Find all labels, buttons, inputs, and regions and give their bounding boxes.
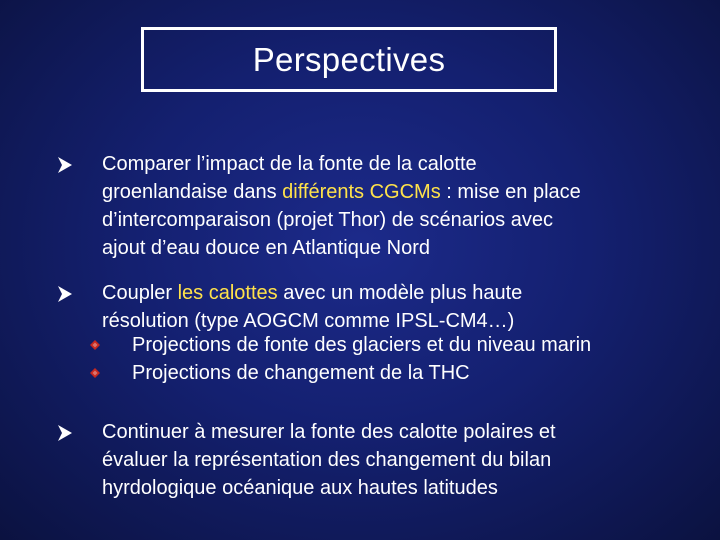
title-box bbox=[141, 27, 557, 92]
highlighted-text: différents CGCMs bbox=[282, 181, 441, 203]
sub-bullet-item bbox=[90, 331, 700, 359]
bullet-text-part: Comparer l’impact de la fonte de la calotte groenlandaise dans bbox=[102, 153, 477, 203]
bullet-text-part: Continuer à mesurer la fonte des calotte polaires et évaluer la représentation des changement du bilan hyrdologique océanique aux hautes latitudes bbox=[102, 421, 556, 499]
bullet-text-part: Coupler bbox=[102, 282, 178, 304]
diamond-icon bbox=[90, 340, 100, 350]
arrowhead-icon bbox=[56, 156, 74, 174]
sub-bullet-item bbox=[90, 359, 700, 387]
bullet-text bbox=[102, 418, 702, 502]
highlighted-text: les calottes bbox=[177, 282, 278, 304]
bullet-text-part: avec un modèle plus haute résolution (type AOGCM comme IPSL-CM4…) bbox=[102, 282, 523, 332]
bullet-text-part: : mise en place d’intercomparaison (projet Thor) de scénarios avec ajout d’eau douce en Atlantique Nord bbox=[102, 181, 581, 259]
sub-bullet-text: Projections de changement de la THC bbox=[132, 362, 470, 384]
diamond-icon bbox=[90, 368, 100, 378]
bullet-text bbox=[102, 150, 702, 262]
slide-title: Perspectives bbox=[252, 40, 446, 78]
arrowhead-icon bbox=[56, 424, 74, 442]
arrowhead-icon bbox=[56, 285, 74, 303]
bullet-text bbox=[102, 279, 702, 335]
sub-bullet-text: Projections de fonte des glaciers et du niveau marin bbox=[132, 334, 592, 356]
